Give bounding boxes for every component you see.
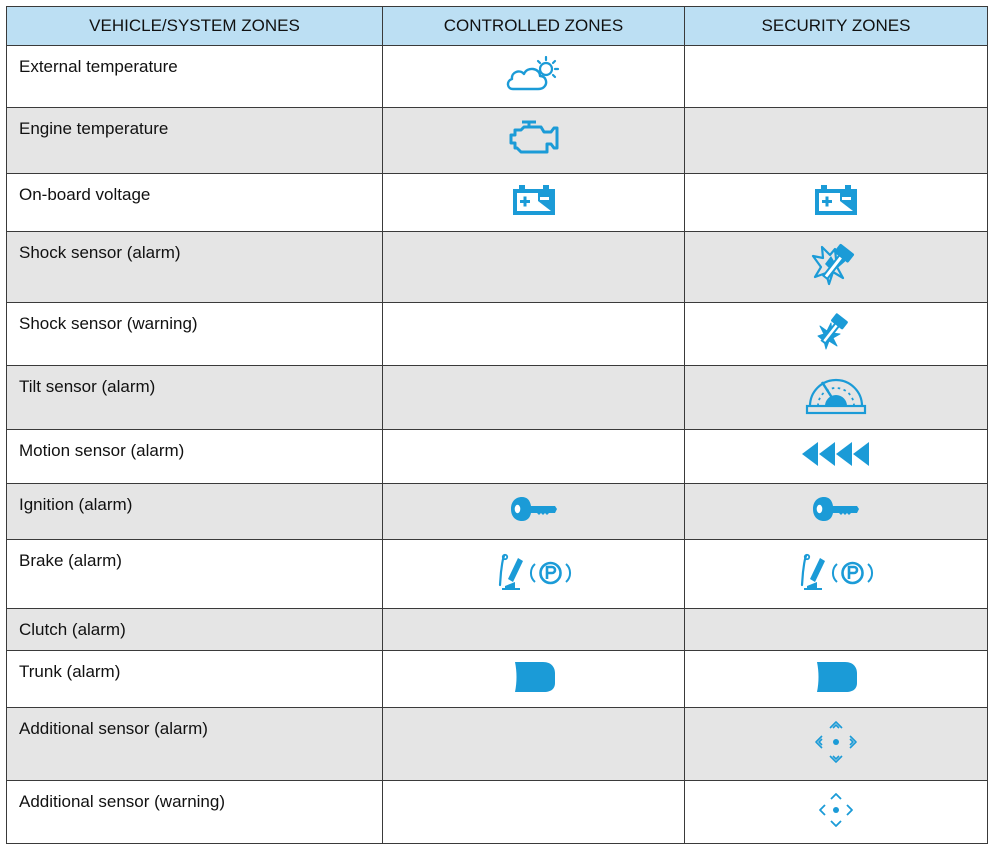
table-row [7, 484, 988, 540]
controlled-zone-cell [383, 484, 685, 540]
controlled-zone-cell [383, 540, 685, 609]
controlled-zone-cell [383, 232, 685, 303]
battery-icon [814, 184, 858, 216]
security-zone-cell [685, 781, 988, 844]
parking-brake-icon [798, 552, 874, 592]
row-label: Shock sensor (warning) [7, 303, 383, 366]
security-zone-cell [685, 46, 988, 108]
table-row [7, 651, 988, 708]
row-label: On-board voltage [7, 174, 383, 232]
security-zone-cell [685, 366, 988, 430]
table-row [7, 366, 988, 430]
shock-warning-icon [814, 312, 858, 352]
row-label: Brake (alarm) [7, 540, 383, 609]
table-row [7, 303, 988, 366]
header-controlled-zones: CONTROLLED ZONES [383, 7, 685, 46]
parking-brake-icon [496, 552, 572, 592]
row-label: Clutch (alarm) [7, 609, 383, 651]
controlled-zone-cell [383, 430, 685, 484]
weather-icon [505, 56, 563, 92]
header-security-zones: SECURITY ZONES [685, 7, 988, 46]
row-label: Additional sensor (warning) [7, 781, 383, 844]
security-zone-cell [685, 232, 988, 303]
security-zone-cell [685, 540, 988, 609]
row-label: Additional sensor (alarm) [7, 708, 383, 781]
trunk-icon [512, 660, 556, 694]
key-icon [811, 494, 861, 524]
controlled-zone-cell [383, 303, 685, 366]
additional-sensor-warning-icon [814, 788, 858, 832]
table-row [7, 174, 988, 232]
controlled-zone-cell [383, 366, 685, 430]
table-row [7, 609, 988, 651]
controlled-zone-cell [383, 781, 685, 844]
row-label: Shock sensor (alarm) [7, 232, 383, 303]
table-row [7, 108, 988, 174]
security-zone-cell [685, 430, 988, 484]
row-label: Ignition (alarm) [7, 484, 383, 540]
zones-table [6, 6, 988, 844]
row-label: Engine temperature [7, 108, 383, 174]
row-label: External temperature [7, 46, 383, 108]
table-row [7, 430, 988, 484]
security-zone-cell [685, 484, 988, 540]
header-row [7, 7, 988, 46]
row-label: Tilt sensor (alarm) [7, 366, 383, 430]
controlled-zone-cell [383, 651, 685, 708]
header-vehicle-system-zones: VEHICLE/SYSTEM ZONES [7, 7, 383, 46]
table-row [7, 540, 988, 609]
controlled-zone-cell [383, 108, 685, 174]
security-zone-cell [685, 651, 988, 708]
security-zone-cell [685, 108, 988, 174]
security-zone-cell [685, 303, 988, 366]
security-zone-cell [685, 174, 988, 232]
table-row [7, 232, 988, 303]
battery-icon [512, 184, 556, 216]
engine-icon [507, 118, 561, 158]
trunk-icon [814, 660, 858, 694]
table-row [7, 781, 988, 844]
controlled-zone-cell [383, 46, 685, 108]
additional-sensor-alarm-icon [810, 716, 862, 768]
controlled-zone-cell [383, 174, 685, 232]
motion-arrows-icon [801, 440, 871, 468]
row-label: Motion sensor (alarm) [7, 430, 383, 484]
table-row [7, 46, 988, 108]
security-zone-cell [685, 708, 988, 781]
controlled-zone-cell [383, 708, 685, 781]
row-label: Trunk (alarm) [7, 651, 383, 708]
key-icon [509, 494, 559, 524]
tilt-gauge-icon [805, 375, 867, 415]
controlled-zone-cell [383, 609, 685, 651]
security-zone-cell [685, 609, 988, 651]
shock-alarm-icon [809, 242, 863, 288]
table-row [7, 708, 988, 781]
